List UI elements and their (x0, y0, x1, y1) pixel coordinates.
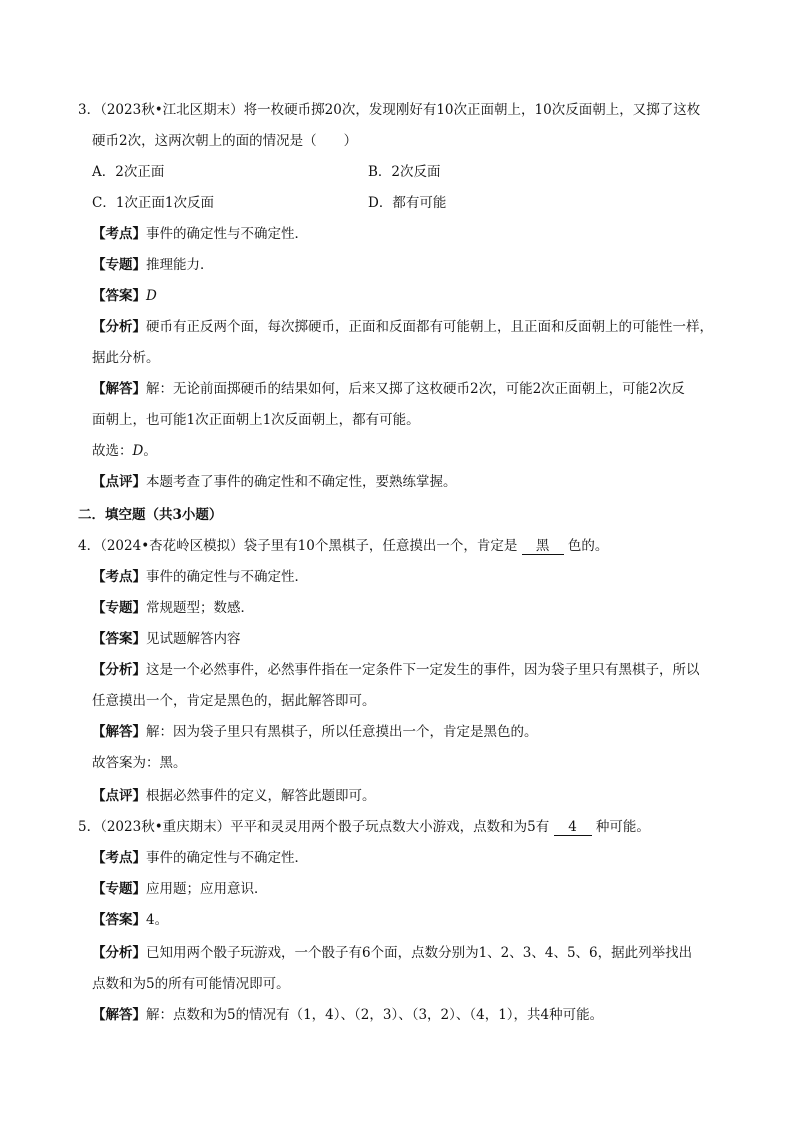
q3-kaodian (92, 224, 308, 244)
fenxi-tag: 【分析】 (92, 662, 146, 678)
zhuanti-tag: 【专题】 (92, 257, 146, 273)
kaodian-text: 事件的确定性与不确定性． (146, 226, 308, 242)
section-title-fill-in: 二．填空题（共3小题） (78, 507, 223, 523)
jieda-tag: 【解答】 (92, 381, 146, 397)
q3-option-d: D．都有可能 (368, 195, 447, 211)
zhuanti-text: 常规题型；数感． (146, 600, 254, 616)
q3-fenxi-line1 (92, 317, 713, 337)
q5-stem-pre: 5．（2023秋•重庆期末）平平和灵灵用两个骰子玩点数大小游戏，点数和为5有 (78, 819, 554, 835)
q3-daan (92, 286, 157, 306)
daan-text: 4。 (146, 912, 169, 928)
daan-text: D (146, 288, 157, 304)
kaodian-text: 事件的确定性与不确定性． (146, 850, 308, 866)
daan-tag: 【答案】 (92, 631, 146, 647)
kaodian-tag: 【考点】 (92, 569, 146, 585)
guxuan-suffix: 。 (143, 443, 157, 459)
q3-zhuanti (92, 255, 214, 275)
q3-option-c: C．1次正面1次反面 (92, 195, 215, 211)
kaodian-tag: 【考点】 (92, 850, 146, 866)
guxuan-answer: D (132, 443, 144, 459)
q3-stem-line1: 3．（2023秋•江北区期末）将一枚硬币掷20次，发现刚好有10次正面朝上，10次反面朝上，又掷了这枚 (78, 102, 701, 118)
q4-stem-pre: 4．（2024•杏花岭区模拟）袋子里有10个黑棋子，任意摸出一个，肯定是 (78, 538, 522, 554)
q4-gudaan: 故答案为：黑。 (92, 755, 187, 771)
q4-daan (92, 629, 241, 649)
q4-jieda (92, 722, 538, 742)
q4-stem (78, 536, 608, 556)
q4-dianping (92, 786, 376, 806)
q5-daan (92, 910, 168, 930)
q4-stem-post: 色的。 (563, 538, 609, 554)
q5-answer-blank: 4 (554, 819, 592, 836)
q4-fenxi-line1 (92, 660, 700, 680)
dianping-text: 本题考查了事件的确定性和不确定性，要熟练掌握。 (146, 474, 457, 490)
q3-jieda-line1 (92, 379, 685, 399)
zhuanti-text: 推理能力． (146, 257, 214, 273)
zhuanti-tag: 【专题】 (92, 600, 146, 616)
dianping-text: 根据必然事件的定义，解答此题即可。 (146, 788, 376, 804)
q4-fenxi-line2: 任意摸出一个，肯定是黑色的，据此解答即可。 (92, 693, 376, 709)
fenxi-tag: 【分析】 (92, 319, 146, 335)
guxuan-prefix: 故选： (92, 443, 133, 459)
q5-stem-post: 种可能。 (591, 819, 650, 835)
q3-option-b: B．2次反面 (368, 164, 441, 180)
fenxi-text: 硬币有正反两个面，每次掷硬币，正面和反面都有可能朝上，且正面和反面朝上的可能性一样， (146, 319, 713, 335)
daan-text: 见试题解答内容 (146, 631, 241, 647)
q5-fenxi-line2: 点数和为5的所有可能情况即可。 (92, 976, 290, 992)
kaodian-text: 事件的确定性与不确定性． (146, 569, 308, 585)
q5-jieda (92, 1005, 603, 1025)
q4-answer-blank: 黑 (522, 538, 564, 555)
q3-dianping (92, 472, 457, 492)
q3-stem-line2: 硬币2次，这两次朝上的面的情况是（ ） (92, 133, 358, 149)
q4-kaodian (92, 567, 308, 587)
dianping-tag: 【点评】 (92, 474, 146, 490)
fenxi-text: 这是一个必然事件，必然事件指在一定条件下一定发生的事件，因为袋子里只有黑棋子，所以 (146, 662, 700, 678)
jieda-tag: 【解答】 (92, 1007, 146, 1023)
jieda-text: 解：无论前面掷硬币的结果如何，后来又掷了这枚硬币2次，可能2次正面朝上，可能2次反 (146, 381, 685, 397)
zhuanti-tag: 【专题】 (92, 881, 146, 897)
q3-jieda-line2: 面朝上，也可能1次正面朝上1次反面朝上，都有可能。 (92, 412, 420, 428)
q4-zhuanti (92, 598, 254, 618)
kaodian-tag: 【考点】 (92, 226, 146, 242)
jieda-tag: 【解答】 (92, 724, 146, 740)
fenxi-tag: 【分析】 (92, 945, 146, 961)
q5-fenxi-line1 (92, 943, 692, 963)
daan-tag: 【答案】 (92, 288, 146, 304)
jieda-text: 解：点数和为5的情况有（1，4）、（2，3）、（3，2）、（4，1），共4种可能。 (146, 1007, 604, 1023)
q5-zhuanti (92, 879, 268, 899)
daan-tag: 【答案】 (92, 912, 146, 928)
zhuanti-text: 应用题；应用意识． (146, 881, 268, 897)
q5-stem (78, 817, 650, 837)
q5-kaodian (92, 848, 308, 868)
q3-option-a: A．2次正面 (92, 164, 165, 180)
q3-guxuan (92, 441, 157, 461)
fenxi-text: 已知用两个骰子玩游戏，一个骰子有6个面，点数分别为1、2、3、4、5、6，据此列举找出 (146, 945, 693, 961)
jieda-text: 解：因为袋子里只有黑棋子，所以任意摸出一个，肯定是黑色的。 (146, 724, 538, 740)
dianping-tag: 【点评】 (92, 788, 146, 804)
q3-fenxi-line2: 据此分析。 (92, 350, 160, 366)
